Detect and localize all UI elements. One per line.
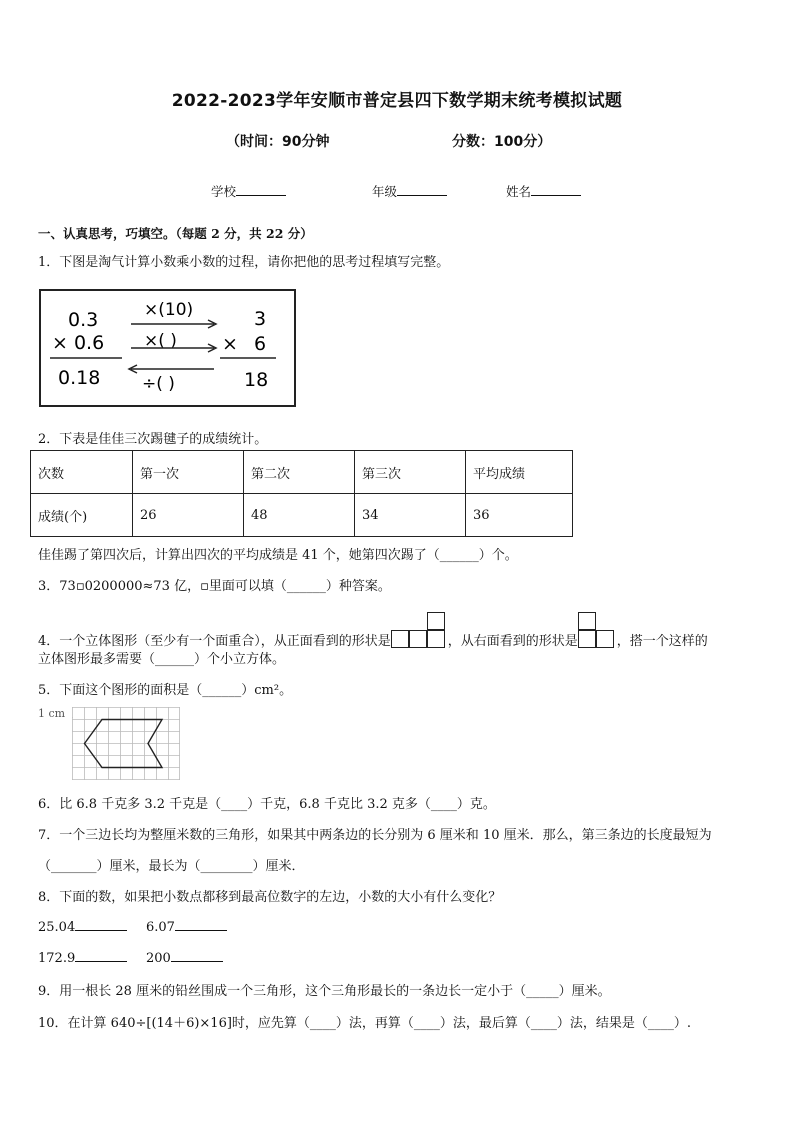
school-field: 学校 (211, 182, 286, 200)
table-cell: 26 (133, 494, 244, 537)
question-9: 9．用一根长 28 厘米的铅丝围成一个三角形，这个三角形最长的一条边长一定小于（_____）厘米。 (38, 984, 611, 999)
table-cell: 36 (466, 494, 573, 537)
table-row (31, 451, 573, 494)
answer-item-6-07: 6.07 (146, 918, 227, 935)
grid-lines (72, 707, 180, 780)
table-cell: 次数 (31, 451, 133, 494)
section-heading: 一、认真思考，巧填空。（每题 2 分，共 22 分） (38, 226, 313, 241)
question-7-continued: （_______）厘米，最长为（________）厘米． (38, 859, 305, 874)
grade-blank (397, 183, 447, 196)
table-cell: 平均成绩 (466, 451, 573, 494)
table-row (31, 494, 573, 537)
fig-times-sign: × (222, 333, 238, 355)
table-cell: 第三次 (355, 451, 466, 494)
area-grid-figure (72, 707, 180, 783)
question-6: 6．比 6.8 千克多 3.2 千克是（____）千克，6.8 千克比 3.2 克多（____）克。 (38, 797, 496, 812)
question-3: 3．73▫0200000≈73 亿，▫里面可以填（______）种答案。 (38, 579, 391, 594)
table-cell: 第二次 (244, 451, 355, 494)
question-2: 2．下表是佳佳三次踢毽子的成绩统计。 (38, 432, 268, 447)
grid-scale-label: 1 cm (38, 707, 66, 720)
table-cell: 成绩(个) (31, 494, 133, 537)
question-5: 5．下面这个图形的面积是（______）cm²。 (38, 683, 293, 698)
decimal-multiplication-figure (38, 288, 297, 408)
school-blank (236, 183, 286, 196)
answer-item-172-9: 172.9 (38, 949, 127, 966)
table-cell: 34 (355, 494, 466, 537)
fig-arrow-label-blank: ×( ) (144, 331, 177, 351)
fig-number-18: 18 (244, 369, 269, 391)
question-4: 4．一个立体图形（至少有一个面重合），从正面看到的形状是 ，从右面看到的形状是 ，搭一个这样的 (38, 612, 708, 649)
time-label: （时间：90分钟 (226, 134, 330, 150)
answer-item-25-04: 25.04 (38, 918, 127, 935)
right-view-shape (578, 612, 617, 649)
page-title: 2022-2023学年安顺市普定县四下数学期末统考模拟试题 (171, 91, 623, 111)
question-1: 1．下图是淘气计算小数乘小数的过程，请你把他的思考过程填写完整。 (38, 255, 450, 270)
fig-number-3: 3 (254, 308, 267, 330)
score-table (30, 450, 573, 537)
fig-number-0.18: 0.18 (58, 367, 101, 389)
question-7: 7．一个三边长均为整厘米数的三角形，如果其中两条边的长分别为 6 厘米和 10 厘米．那么，第三条边的长度最短为 (38, 828, 712, 843)
table-cell: 第一次 (133, 451, 244, 494)
question-10: 10．在计算 640÷[(14＋6)×16]时，应先算（____）法，再算（____）法，最后算（____）法，结果是（____）. (38, 1016, 692, 1031)
question-2-continued: 佳佳踢了第四次后，计算出四次的平均成绩是 41 个，她第四次踢了（______）个。 (38, 548, 518, 563)
table-cell: 48 (244, 494, 355, 537)
front-view-shape (391, 612, 448, 649)
fig-number-0.6: × 0.6 (52, 332, 105, 354)
score-label: 分数：100分） (452, 134, 552, 150)
name-blank (531, 183, 581, 196)
grade-field: 年级 (372, 182, 447, 200)
fig-arrow-label-divide: ÷( ) (142, 374, 175, 394)
fig-arrow-label-x10: ×(10) (144, 300, 194, 320)
question-8: 8．下面的数，如果把小数点都移到最高位数字的左边，小数的大小有什么变化？ (38, 890, 502, 905)
fig-number-6: 6 (254, 333, 267, 355)
answer-item-200: 200 (146, 949, 223, 966)
question-4-continued: 立体图形最多需要（______）个小立方体。 (38, 652, 286, 667)
fig-number-0.3: 0.3 (68, 309, 99, 331)
name-field: 姓名 (506, 182, 581, 200)
